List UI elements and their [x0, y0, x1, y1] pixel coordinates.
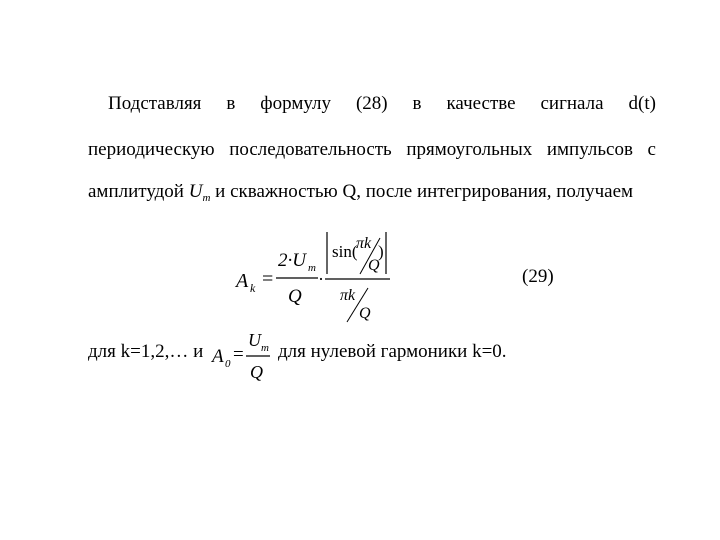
- word: Подставляя: [108, 93, 202, 114]
- word: формулу: [260, 93, 331, 114]
- a0-var: A: [212, 346, 224, 367]
- word: сигнала: [540, 93, 604, 114]
- text-for-k: для k=1,2,… и: [88, 341, 204, 362]
- formula-close-paren: ): [378, 242, 384, 261]
- word: с: [647, 139, 656, 160]
- formula-dot: ·: [318, 269, 324, 289]
- formula-pi-k: πk: [356, 235, 372, 252]
- word: последовательность: [229, 139, 392, 160]
- word: прямоугольных: [406, 139, 533, 160]
- equation-number: (29): [522, 266, 554, 287]
- text-rest: и скважностью Q, после интегрирования, получаем: [215, 181, 634, 202]
- a0-frac-num: U: [248, 330, 261, 350]
- formula-sin: sin(: [332, 242, 358, 261]
- formula-lhs-sub: k: [250, 281, 256, 295]
- formula-numerator: 2·U: [278, 250, 306, 271]
- a0-equals: =: [233, 344, 244, 365]
- formula-lhs-var: A: [236, 270, 249, 292]
- word: периодическую: [88, 139, 215, 160]
- final-line-tail: [278, 340, 538, 364]
- a0-frac-den: Q: [250, 362, 263, 382]
- word: импульсов: [546, 139, 633, 160]
- text-amplitude: амплитудой: [88, 181, 184, 202]
- formula-numerator-sub: m: [308, 262, 316, 274]
- word: в: [412, 93, 422, 114]
- var-u: U: [188, 181, 203, 202]
- word: качестве: [446, 93, 516, 114]
- word: (28): [355, 93, 388, 114]
- var-u-subscript: m: [202, 192, 211, 204]
- word: в: [226, 93, 236, 114]
- formula-bottom-q: Q: [359, 305, 371, 322]
- formula-equals: =: [262, 268, 274, 290]
- formula-q-small: Q: [368, 257, 380, 274]
- a0-frac-num-sub: m: [261, 342, 269, 354]
- word: d(t): [628, 93, 656, 114]
- formula-denominator: Q: [288, 286, 302, 307]
- text-zero-harmonic: для нулевой гармоники k=0.: [278, 341, 507, 362]
- a0-sub: 0: [225, 358, 231, 370]
- formula-bottom-pi-k: πk: [340, 287, 356, 304]
